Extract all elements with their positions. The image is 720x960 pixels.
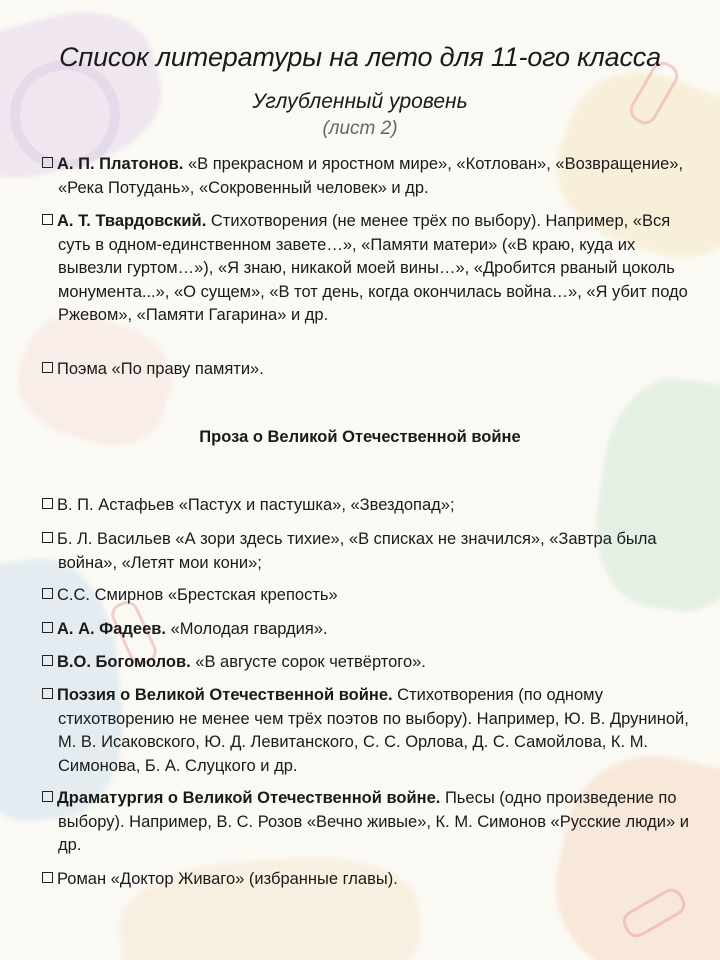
checkbox-icon [42, 622, 53, 633]
checkbox-icon [42, 688, 53, 699]
page-title: Список литературы на лето для 11-ого класса [59, 42, 661, 72]
sheet-number: (лист 2) [322, 118, 398, 139]
list-item-tvardovsky: А. Т. Твардовский. Стихотворения (не менее трёх по выбору). Например, «Вся суть в одном-единственном завете…», «Памяти матери» («В краю, куда их вывезли гуртом…»), «Я знаю, никакой моей вины…», «Дробится рваный цоколь монумента...», «О сущем», «В тот день, когда окончилась война…», «Я убит подо Ржевом», «Памяти Гагарина» и др. [42, 210, 698, 328]
list-item-war-poetry: Поэзия о Великой Отечественной войне. Стихотворения (по одному стихотворению не менее чем трёх поэтов по выбору). Например, Ю. В. Друниной, М. В. Исаковского, Ю. Д. Левитанского, С. С. Орлова, Д. С. Самойлова, К. М. Симонова, Б. А. Слуцкого и др. [42, 684, 698, 778]
section-heading: Проза о Великой Отечественной войне [199, 428, 521, 446]
list-item-vasiliev: Б. Л. Васильев «А зори здесь тихие», «В списках не значился», «Завтра была война», «Летят мои кони»; [42, 528, 698, 575]
checkbox-icon [42, 157, 53, 168]
list-item-fadeev: А. А. Фадеев. «Молодая гвардия». [42, 618, 698, 642]
list-item-smirnov: С.С. Смирнов «Брестская крепость» [42, 584, 698, 608]
checkbox-icon [42, 214, 53, 225]
list-item-zhivago: Роман «Доктор Живаго» (избранные главы). [42, 868, 698, 892]
checkbox-icon [42, 872, 53, 883]
checkbox-icon [42, 791, 53, 802]
checkbox-icon [42, 532, 53, 543]
list-item-poem: Поэма «По праву памяти». [42, 358, 698, 382]
list-item-war-drama: Драматургия о Великой Отечественной войне. Пьесы (одно произведение по выбору). Например, В. С. Розов «Вечно живые», К. М. Симонов «Русские люди» и др. [42, 787, 698, 858]
checkbox-icon [42, 655, 53, 666]
list-item-platonov: А. П. Платонов. «В прекрасном и яростном мире», «Котлован», «Возвращение», «Река Потудань», «Сокровенный человек» и др. [42, 153, 698, 200]
page-subtitle: Углубленный уровень [252, 90, 468, 113]
list-item-bogomolov: В.О. Богомолов. «В августе сорок четвёртого». [42, 651, 698, 675]
checkbox-icon [42, 498, 53, 509]
list-item-astafiev: В. П. Астафьев «Пастух и пастушка», «Звездопад»; [42, 494, 698, 518]
checkbox-icon [42, 362, 53, 373]
checkbox-icon [42, 588, 53, 599]
